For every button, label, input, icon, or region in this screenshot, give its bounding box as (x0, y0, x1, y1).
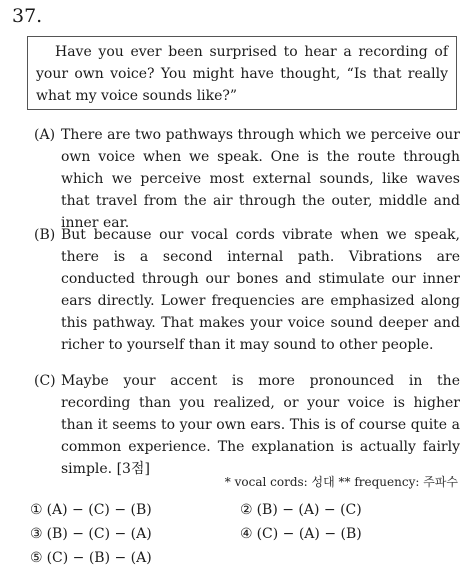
answer-option-1[interactable] (30, 498, 240, 522)
option-text: (A) − (C) − (B) (46, 502, 152, 518)
paragraph-text: Maybe your accent is more pronounced in the recording than you realized, or your voice is higher than it seems to your own ears. This is of course quite a common experience. The explanation is actually fairly simple. [3점] (61, 373, 460, 477)
option-text: (B) − (A) − (C) (256, 502, 362, 518)
answer-option-5[interactable] (30, 546, 243, 570)
vocabulary-footnote: * vocal cords: 성대 ** frequency: 주파수 (224, 475, 458, 489)
paragraph-a (34, 124, 460, 234)
paragraph-text: There are two pathways through which we perceive our own voice when we speak. One is the route through which we perceive most external sounds, like waves that travel from the air through the outer, middle and inner ear. (61, 127, 460, 231)
paragraph-label: (C) (34, 373, 56, 389)
option-text: (C) − (B) − (A) (46, 550, 152, 566)
paragraph-text: But because our vocal cords vibrate when we speak, there is a second internal path. Vibrations are conducted through our bones and stimulate our inner ears directly. Lower frequencies are emphasized along this pathway. That makes your voice sound deeper and richer to yourself than it may sound to other people. (61, 227, 460, 353)
question-number: 37. (12, 5, 43, 27)
option-mark: ③ (30, 526, 43, 542)
option-mark: ⑤ (30, 550, 43, 566)
paragraph-label: (A) (34, 127, 56, 143)
option-text: (B) − (C) − (A) (46, 526, 152, 542)
paragraph-label: (B) (34, 227, 56, 243)
option-text: (C) − (A) − (B) (256, 526, 362, 542)
paragraph-b (34, 224, 460, 356)
option-mark: ① (30, 502, 43, 518)
intro-passage-box (27, 36, 457, 110)
answer-option-3[interactable] (30, 522, 240, 546)
option-mark: ④ (240, 526, 253, 542)
intro-passage-text: Have you ever been surprised to hear a recording of your own voice? You might have thought, “Is that really what my voice sounds like?” (36, 44, 448, 104)
answer-option-2[interactable] (240, 498, 450, 522)
answer-option-4[interactable] (240, 522, 450, 546)
option-mark: ② (240, 502, 253, 518)
paragraph-c (34, 370, 460, 480)
answer-options (30, 498, 450, 570)
